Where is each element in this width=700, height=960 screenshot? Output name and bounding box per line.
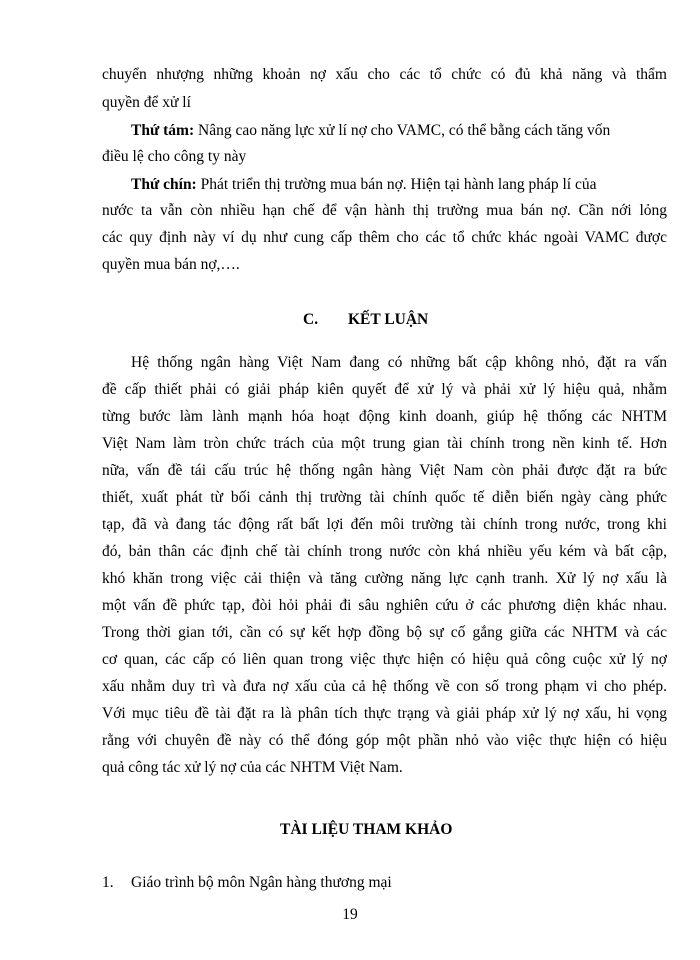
conclusion-line-9: khó khăn trong việc cải thiện và tăng cường năng lực cạnh tranh. Xử lý nợ xấu là	[102, 570, 667, 587]
conclusion-line-8: đó, bản thân các định chế tài chính trong nước còn khá nhiều yếu kém và bất cập,	[102, 543, 667, 560]
point-eight-line-1	[131, 120, 610, 142]
page-number: 19	[342, 906, 358, 923]
conclusion-line-3: từng bước làm lành mạnh hóa hoạt động kinh doanh, giúp hệ thống các NHTM	[102, 408, 667, 425]
point-eight-text: Nâng cao năng lực xử lí nợ cho VAMC, có thể bằng cách tăng vốn	[198, 122, 611, 139]
conclusion-line-14: Với mục tiêu đề tài đặt ra là phân tích thực trạng và giải pháp xử lý nợ xấu, hi vọng	[102, 705, 667, 722]
point-nine-label: Thứ chín:	[131, 176, 197, 193]
conclusion-line-11: Trong thời gian tới, cần có sự kết hợp đồng bộ sự cố gắng giữa các NHTM và các	[102, 624, 667, 641]
conclusion-line-15: rằng với chuyên đề này có thể đóng góp một phần nhỏ vào việc thực hiện có hiệu	[102, 732, 667, 749]
point-eight-line-2: điều lệ cho công ty này	[102, 148, 247, 165]
point-nine-line-2: nước ta vẫn còn nhiều hạn chế để vận hành thị trường mua bán nợ. Cần nới lỏng	[102, 202, 667, 219]
conclusion-line-5: nữa, vấn đề tái cấu trúc hệ thống ngân hàng Việt Nam còn phải được đặt ra bức	[102, 462, 667, 479]
point-nine-text: Phát triển thị trường mua bán nợ. Hiện tại hành lang pháp lí của	[200, 176, 597, 193]
continuation-line-1: chuyển nhượng những khoản nợ xấu cho các tổ chức có đủ khả năng và thẩm	[102, 66, 667, 83]
point-eight-label: Thứ tám:	[131, 122, 195, 139]
conclusion-line-4: Việt Nam làm tròn chức trách của một trung gian tài chính trong nền kinh tế. Hơn	[102, 435, 667, 452]
conclusion-line-6: thiết, xuất phát từ bối cảnh thị trường tài chính quốc tế diễn biến ngày càng phức	[102, 489, 667, 506]
conclusion-line-7: tạp, đã và đang tác động rất bất lợi đến môi trường tài chính trong nước, trong khi	[102, 516, 667, 533]
reference-text: Giáo trình bộ môn Ngân hàng thương mại	[131, 874, 392, 891]
conclusion-line-12: cơ quan, các cấp có liên quan trong việc thực hiện có hiệu quả công cuộc xử lý nợ	[102, 651, 667, 668]
section-number: C.	[303, 311, 319, 328]
reference-number: 1.	[102, 874, 114, 891]
point-nine-line-1	[131, 174, 596, 196]
section-title: KẾT LUẬN	[348, 311, 429, 328]
conclusion-line-10: một vấn đề phức tạp, đòi hỏi phải đi sâu nghiên cứu ở các phương diện khác nhau.	[102, 597, 667, 614]
conclusion-line-2: đề cấp thiết phải có giải pháp kiên quyết để xử lý và phải xử lý hiệu quả, nhằm	[102, 381, 667, 398]
conclusion-line-16: quả công tác xử lý nợ của các NHTM Việt Nam.	[102, 759, 403, 776]
continuation-line-2: quyền để xử lí	[102, 94, 191, 111]
conclusion-line-1: Hệ thống ngân hàng Việt Nam đang có những bất cập không nhỏ, đặt ra vấn	[131, 354, 667, 371]
point-nine-line-3: các quy định này ví dụ như cung cấp thêm cho các tổ chức khác ngoài VAMC được	[102, 229, 667, 246]
point-nine-line-4: quyền mua bán nợ,….	[102, 256, 240, 273]
conclusion-line-13: xấu nhằm duy trì và đưa nợ xấu của cả hệ thống về con số trong phạm vi cho phép.	[102, 678, 667, 695]
references-title: TÀI LIỆU THAM KHẢO	[280, 821, 453, 838]
